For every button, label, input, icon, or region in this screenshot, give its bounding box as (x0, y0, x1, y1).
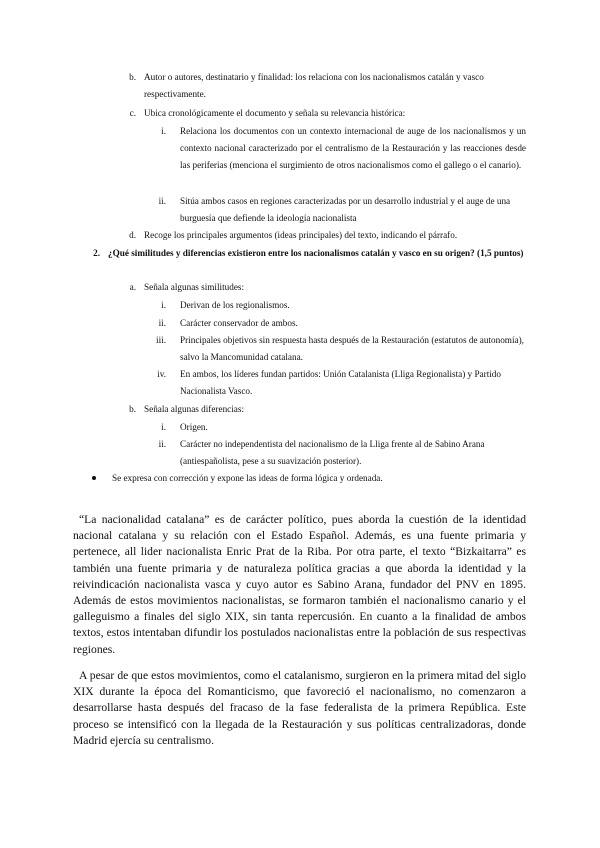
essay-paragraph-1 (73, 512, 526, 658)
essay-paragraph-2 (73, 668, 526, 749)
essay-paragraph-2-text: A pesar de que estos movimientos, como el catalanismo, surgieron en la primera mitad del siglo XIX durante la época del Romanticismo, que favoreció el nacionalismo, no comenzaron a desarrollarse hasta después del fracaso de la fase federalista de la primera República. Este proceso se intensificó con la llegada de la Restauración y sus políticas centralizadoras, donde Madrid ejercía su centralismo. (73, 669, 526, 747)
list-item-text: Carácter conservador de ambos. (180, 318, 298, 328)
list-marker: ii. (158, 196, 166, 206)
list-item-text: Principales objetivos sin respuesta hasta después de la Restauración (estatutos de autonomía), salvo la Mancomunidad catalana. (180, 335, 524, 362)
list-marker: b. (129, 404, 136, 414)
list-item-text: Recoge los principales argumentos (ideas principales) del texto, indicando el párrafo. (144, 230, 458, 240)
list-marker: i. (161, 422, 166, 432)
question-marker: 2. (93, 248, 100, 258)
list-marker: a. (129, 282, 136, 292)
list-item-text: Señala algunas diferencias: (144, 404, 244, 414)
bullet-text: Se expresa con corrección y expone las ideas de forma lógica y ordenada. (112, 473, 383, 483)
list-item-text: Sitúa ambos casos en regiones caracterizadas por un desarrollo industrial y el auge de una burguesía que defiende la ideología nacionalista (180, 196, 511, 223)
list-item-text: Ubica cronológicamente el documento y señala su relevancia histórica: (144, 108, 406, 118)
list-marker: c. (129, 108, 136, 118)
list-item-text: Derivan de los regionalismos. (180, 300, 290, 310)
list-item-text: Autor o autores, destinatario y finalidad: los relaciona con los nacionalismos catalán y vasco respectivamente. (144, 72, 484, 99)
list-marker: i. (161, 126, 166, 136)
list-marker: d. (129, 230, 136, 240)
list-item-text: Origen. (180, 422, 208, 432)
list-item-text: Relaciona los documentos con un contexto internacional de auge de los nacionalismos y un contexto nacional caracterizado por el centralismo de la Restauración y las reacciones desde las periferias (menciona el surgimiento de otros nacionalismos como el gallego o el canario). (180, 126, 526, 170)
essay-paragraph-1-text: “La nacionalidad catalana” es de carácter político, pues aborda la cuestión de la identidad nacional catalana y su relación con el Estado Español. Además, es una fuente primaria y pertenece, all lider nacionalista Enric Prat de la Riba. Por otra parte, el texto “Bizkaitarra” es también una fuente primaria y de naturaleza política gracias a que aborda la identidad y la reivindicación nacionalista vasca y cuyo autor es Sabino Arana, fundador del PNV en 1895. Además de estos movimientos nacionalistas, se formaron también el nacionalismo canario y el galleguismo a finales del siglo XIX, sin tanta repercusión. En cuanto a la finalidad de ambos textos, estos intentaban difundir los postulados nacionalistas entre la población de sus respectivas regiones. (73, 513, 526, 656)
list-marker: ii. (158, 439, 166, 449)
list-marker: iv. (157, 369, 166, 379)
bullet-icon (92, 476, 96, 480)
list-item-text: Señala algunas similitudes: (144, 282, 245, 292)
list-item-text: En ambos, los líderes fundan partidos: Unión Catalanista (Lliga Regionalista) y Partido Nacionalista Vasco. (180, 369, 501, 396)
list-item-text: Carácter no independentista del nacionalismo de la Lliga frente al de Sabino Arana (antiespañolista, pese a su suavización posterior). (180, 439, 485, 466)
list-marker: ii. (158, 318, 166, 328)
list-marker: b. (129, 72, 136, 82)
question-text: ¿Qué similitudes y diferencias existieron entre los nacionalismos catalán y vasco en su origen? (1,5 puntos) (108, 248, 524, 258)
list-marker: iii. (156, 335, 166, 345)
list-marker: i. (161, 300, 166, 310)
